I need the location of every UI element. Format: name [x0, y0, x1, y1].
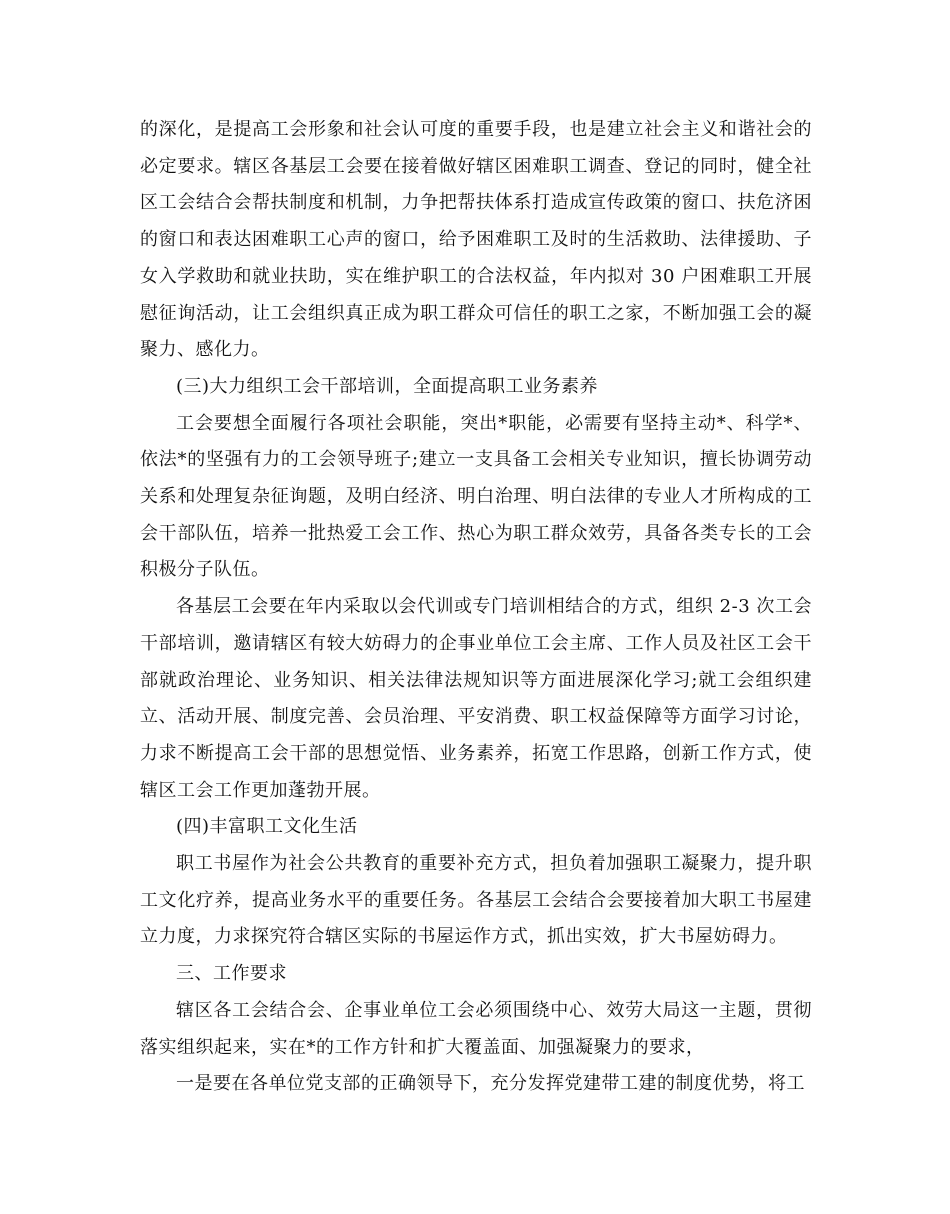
paragraph: 一是要在各单位党支部的正确领导下，充分发挥党建带工建的制度优势，将工 — [176, 1073, 805, 1095]
section-heading-3: (三)大力组织工会干部培训，全面提高职工业务素养 — [176, 375, 599, 397]
document-body — [140, 112, 812, 1103]
paragraph: 各基层工会要在年内采取以会代训或专门培训相结合的方式，组织 2-3 次工会干部培训，邀请辖区有较大妨碍力的企事业单位工会主席、工作人员及社区工会干部就政治理论、业务知识、相关法律法规知识等方面进展深化学习;就工会组织建立、活动开展、制度完善、会员治理、平安消费、职工权益保障等方面学习讨论，力求不断提高工会干部的思想觉悟、业务素养，拓宽工作思路，创新工作方式，使辖区工会工作更加蓬勃开展。 — [140, 596, 812, 801]
section-heading-4: (四)丰富职工文化生活 — [176, 816, 358, 838]
section-heading-work-requirements: 三、工作要求 — [176, 963, 287, 985]
paragraph: 辖区各工会结合会、企事业单位工会必须围绕中心、效劳大局这一主题，贯彻落实组织起来，实在*的工作方针和扩大覆盖面、加强凝聚力的要求， — [140, 999, 812, 1058]
paragraph-continuation: 的深化，是提高工会形象和社会认可度的重要手段，也是建立社会主义和谐社会的必定要求。辖区各基层工会要在接着做好辖区困难职工调查、登记的同时，健全社区工会结合会帮扶制度和机制，力争把帮扶体系打造成宣传政策的窗口、扶危济困的窗口和表达困难职工心声的窗口，给予困难职工及时的生活救助、法律援助、子女入学救助和就业扶助，实在维护职工的合法权益，年内拟对 30 户困难职工开展慰征询活动，让工会组织真正成为职工群众可信任的职工之家，不断加强工会的凝聚力、感化力。 — [140, 119, 812, 361]
paragraph: 职工书屋作为社会公共教育的重要补充方式，担负着加强职工凝聚力，提升职工文化疗养，提高业务水平的重要任务。各基层工会结合会要接着加大职工书屋建立力度，力求探究符合辖区实际的书屋运作方式，抓出实效，扩大书屋妨碍力。 — [140, 853, 812, 948]
paragraph: 工会要想全面履行各项社会职能，突出*职能，必需要有坚持主动*、科学*、依法*的坚强有力的工会领导班子;建立一支具备工会相关专业知识，擅长协调劳动关系和处理复杂征询题，及明白经济、明白治理、明白法律的专业人才所构成的工会干部队伍，培养一批热爱工会工作、热心为职工群众效劳，具备各类专长的工会积极分子队伍。 — [140, 412, 812, 581]
